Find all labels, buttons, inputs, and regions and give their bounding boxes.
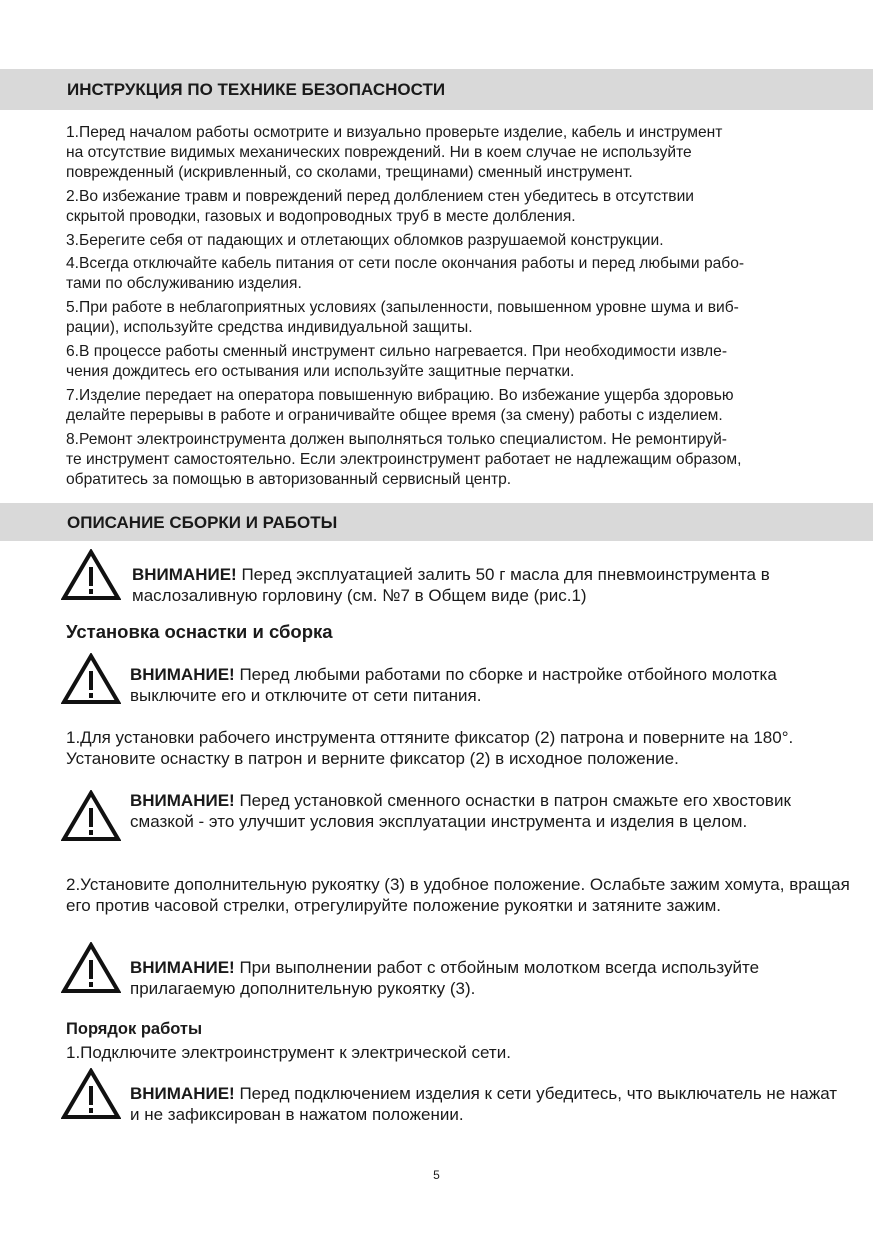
warning-label: ВНИМАНИЕ!	[132, 565, 237, 584]
safety-header-band	[0, 69, 873, 110]
warning-text: Перед эксплуатацией залить 50 г масла для пневмоинструмента в маслозаливную горловину (см. №7 в Общем виде (рис.1)	[132, 565, 770, 605]
safety-item-5: 5.При работе в неблагоприятных условиях (запыленности, повышенном уровне шума и виб- рации), используйте средства индивидуальной защиты.	[66, 299, 739, 336]
warning-triangle-icon	[61, 549, 121, 601]
warning-lubricate	[130, 790, 850, 832]
warning-power-off	[130, 664, 850, 706]
page-number: 5	[433, 1168, 440, 1182]
safety-item-1: 1.Перед началом работы осмотрите и визуально проверьте изделие, кабель и инструмент на отсутствие видимых механических повреждений. Ни в коем случае не используйте поврежденный (искривленный, со сколами, трещинами) сменный инструмент.	[66, 124, 723, 181]
warning-label: ВНИМАНИЕ!	[130, 791, 235, 810]
warning-triangle-icon	[61, 942, 121, 994]
warning-text: Перед подключением изделия к сети убедитесь, что выключатель не нажат и не зафиксирован в нажатом положении.	[130, 1084, 838, 1124]
warning-triangle-icon	[61, 653, 121, 705]
assembly-header-band	[0, 503, 873, 541]
warning-switch-off	[130, 1083, 850, 1125]
safety-item-7: 7.Изделие передает на оператора повышенную вибрацию. Во избежание ущерба здоровью делайте перерывы в работе и ограничивайте общее время (за смену) работы с изделием.	[66, 387, 734, 424]
warning-label: ВНИМАНИЕ!	[130, 1084, 235, 1103]
safety-item-6: 6.В процессе работы сменный инструмент сильно нагревается. При необходимости извле- чения дождитесь его остывания или используйте защитные перчатки.	[66, 343, 728, 380]
warning-use-handle	[130, 957, 850, 999]
assembly-section-title: ОПИСАНИЕ СБОРКИ И РАБОТЫ	[67, 513, 338, 532]
safety-item-4: 4.Всегда отключайте кабель питания от сети после окончания работы и перед любыми рабо- тами по обслуживанию изделия.	[66, 255, 745, 292]
assembly-step-2: 2.Установите дополнительную рукоятку (3) в удобное положение. Ослабьте зажим хомута, вращая его против часовой стрелки, отрегулируйте положение рукоятки и затяните зажим.	[66, 875, 850, 915]
warning-text: Перед установкой сменного оснастки в патрон смажьте его хвостовик смазкой - это улучшит условия эксплуатации инструмента и изделия в целом.	[130, 791, 791, 831]
assembly-step-1: 1.Для установки рабочего инструмента оттяните фиксатор (2) патрона и поверните на 180°. Установите оснастку в патрон и верните фиксатор (2) в исходное положение.	[66, 728, 794, 768]
safety-item-8: 8.Ремонт электроинструмента должен выполняться только специалистом. Не ремонтируй- те инструмент самостоятельно. Если электроинструмент работает не надлежащим образом, обратитесь за помощью в авторизованный сервисный центр.	[66, 431, 742, 488]
safety-item-3: 3.Берегите себя от падающих и отлетающих обломков разрушаемой конструкции.	[66, 232, 664, 249]
warning-text: При выполнении работ с отбойным молотком всегда используйте прилагаемую дополнительную рукоятку (3).	[130, 958, 760, 998]
operation-step-1: 1.Подключите электроинструмент к электрической сети.	[66, 1043, 511, 1062]
warning-oil-fill	[132, 564, 852, 606]
safety-item-2: 2.Во избежание травм и повреждений перед долблением стен убедитесь в отсутствии скрытой проводки, газовых и водопроводных труб в месте долбления.	[66, 188, 694, 225]
warning-label: ВНИМАНИЕ!	[130, 958, 235, 977]
operation-heading: Порядок работы	[66, 1020, 203, 1038]
safety-section-title: ИНСТРУКЦИЯ ПО ТЕХНИКЕ БЕЗОПАСНОСТИ	[67, 80, 446, 99]
assembly-subheading: Установка оснастки и сборка	[66, 621, 333, 642]
warning-text: Перед любыми работами по сборке и настройке отбойного молотка выключите его и отключите от сети питания.	[130, 665, 777, 705]
warning-triangle-icon	[61, 790, 121, 842]
warning-label: ВНИМАНИЕ!	[130, 665, 235, 684]
warning-triangle-icon	[61, 1068, 121, 1120]
